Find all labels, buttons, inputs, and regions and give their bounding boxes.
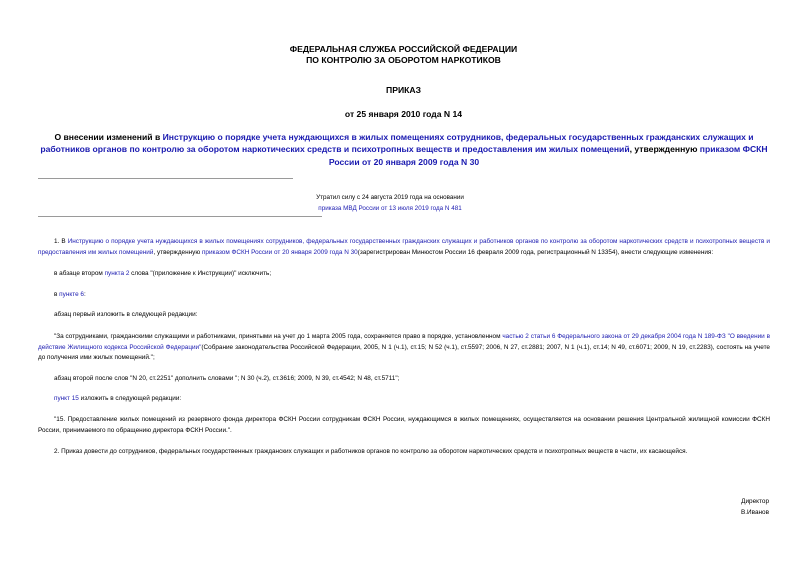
lost-force-text: Утратил силу с 24 августа 2019 года на основании: [316, 194, 464, 201]
paragraph-7: [38, 394, 770, 405]
document-date-number: от 25 января 2010 года N 14: [344, 109, 463, 119]
signature-block: [741, 497, 769, 518]
lost-force-link[interactable]: приказа МВД России от 13 июля 2019 года N 481: [318, 205, 462, 212]
agency-name-line-2: ПО КОНТРОЛЮ ЗА ОБОРОТОМ НАРКОТИКОВ: [306, 55, 501, 65]
document-title: [38, 131, 770, 168]
p1-order-link[interactable]: приказом ФСКН России от 20 января 2009 года N 30: [201, 248, 358, 256]
p2-prefix: в абзаце втором: [54, 270, 105, 278]
document-type: ПРИКАЗ: [386, 85, 421, 95]
title-prefix: О внесении изменений в: [54, 132, 163, 142]
paragraph-9: 2. Приказ довести до сотрудников, федеральных государственных гражданских служащих и работников органов по контролю за оборотом наркотических средств и психотропных веществ в части, их касающейся.: [54, 448, 688, 456]
signatory-name: В.Иванов: [741, 508, 769, 516]
divider-top: [38, 178, 293, 179]
p1-suffix: (зарегистрирован Минюстом России 16 февраля 2009 года, регистрационный N 13354), внести следующие изменения:: [357, 248, 714, 256]
paragraph-8: "15. Предоставление жилых помещений из резервного фонда директора ФСКН России сотрудникам ФСКН России, нуждающимся в жилых помещениях, осуществляется на основании решения Центральной жилищной комиссии ФСКН России, принимаемого по обращению директора ФСКН России.".: [38, 415, 770, 434]
p3-suffix: :: [83, 290, 86, 298]
paragraph-3: [38, 290, 770, 301]
document-header: [0, 44, 807, 120]
agency-name-line-1: ФЕДЕРАЛЬНАЯ СЛУЖБА РОССИЙСКОЙ ФЕДЕРАЦИИ: [289, 44, 518, 54]
paragraph-1: [38, 237, 770, 258]
title-order-link[interactable]: приказом ФСКН России от 20 января 2009 года N 30: [328, 144, 768, 167]
title-instruction-link[interactable]: Инструкцию о порядке учета нуждающихся в жилых помещениях сотрудников, федеральных государственных гражданских служащих и работников органов по контролю за оборотом наркотических средств и психотропных веществ и предоставления им жилых помещений: [40, 132, 754, 155]
p1-instruction-link[interactable]: Инструкцию о порядке учета нуждающихся в жилых помещениях сотрудников, федеральных государственных гражданских служащих и работников органов по контролю за оборотом наркотических средств и психотропных веществ и предоставления им жилых помещений: [38, 238, 770, 256]
paragraph-6: абзац второй после слов "N 20, ст.2251" дополнить словами "; N 30 (ч.2), ст.3616; 2009, N 39, ст.4542; N 48, ст.5711";: [54, 374, 400, 382]
lost-force-notice: [290, 192, 490, 214]
p5-law-link[interactable]: частью 2 статьи 6 Федерального закона от 29 декабря 2004 года N 189-ФЗ "О введении в действие Жилищного кодекса Российской Федерации": [38, 332, 770, 351]
divider-bottom: [38, 216, 322, 217]
document-body: [38, 237, 770, 458]
paragraph-5: [38, 332, 770, 364]
p1-prefix: 1. В: [54, 238, 68, 245]
p1-mid: , утвержденную: [153, 248, 202, 256]
p7-suffix: изложить в следующей редакции:: [78, 395, 182, 403]
p2-point-link[interactable]: пункта 2: [104, 270, 130, 278]
p3-prefix: в: [54, 290, 60, 298]
p5-prefix: "За сотрудниками, гражданскими служащими и работниками, принятыми на учет до 1 марта 2005 года, сохраняется право в порядке, установленном: [54, 332, 503, 340]
p7-point-link[interactable]: пункт 15: [54, 395, 79, 403]
p3-point-link[interactable]: пункте 6: [59, 290, 84, 298]
title-middle: , утвержденную: [629, 144, 700, 155]
paragraph-4: абзац первый изложить в следующей редакции:: [54, 311, 198, 319]
p2-suffix: слова "(приложение к Инструкции)" исключить;: [129, 270, 272, 278]
signatory-position: Директор: [741, 498, 769, 505]
paragraph-2: [38, 269, 770, 280]
p5-suffix: (Собрание законодательства Российской Федерации, 2005, N 1 (ч.1), ст.15; N 52 (ч.1), ст.5597; 2006, N 27, ст.2881; 2007, N 1 (ч.1), ст.14; N 49, ст.6071; 2009, N 19, ст.2283), состоять на учете до получения ими жилых помещений.";: [38, 343, 770, 362]
